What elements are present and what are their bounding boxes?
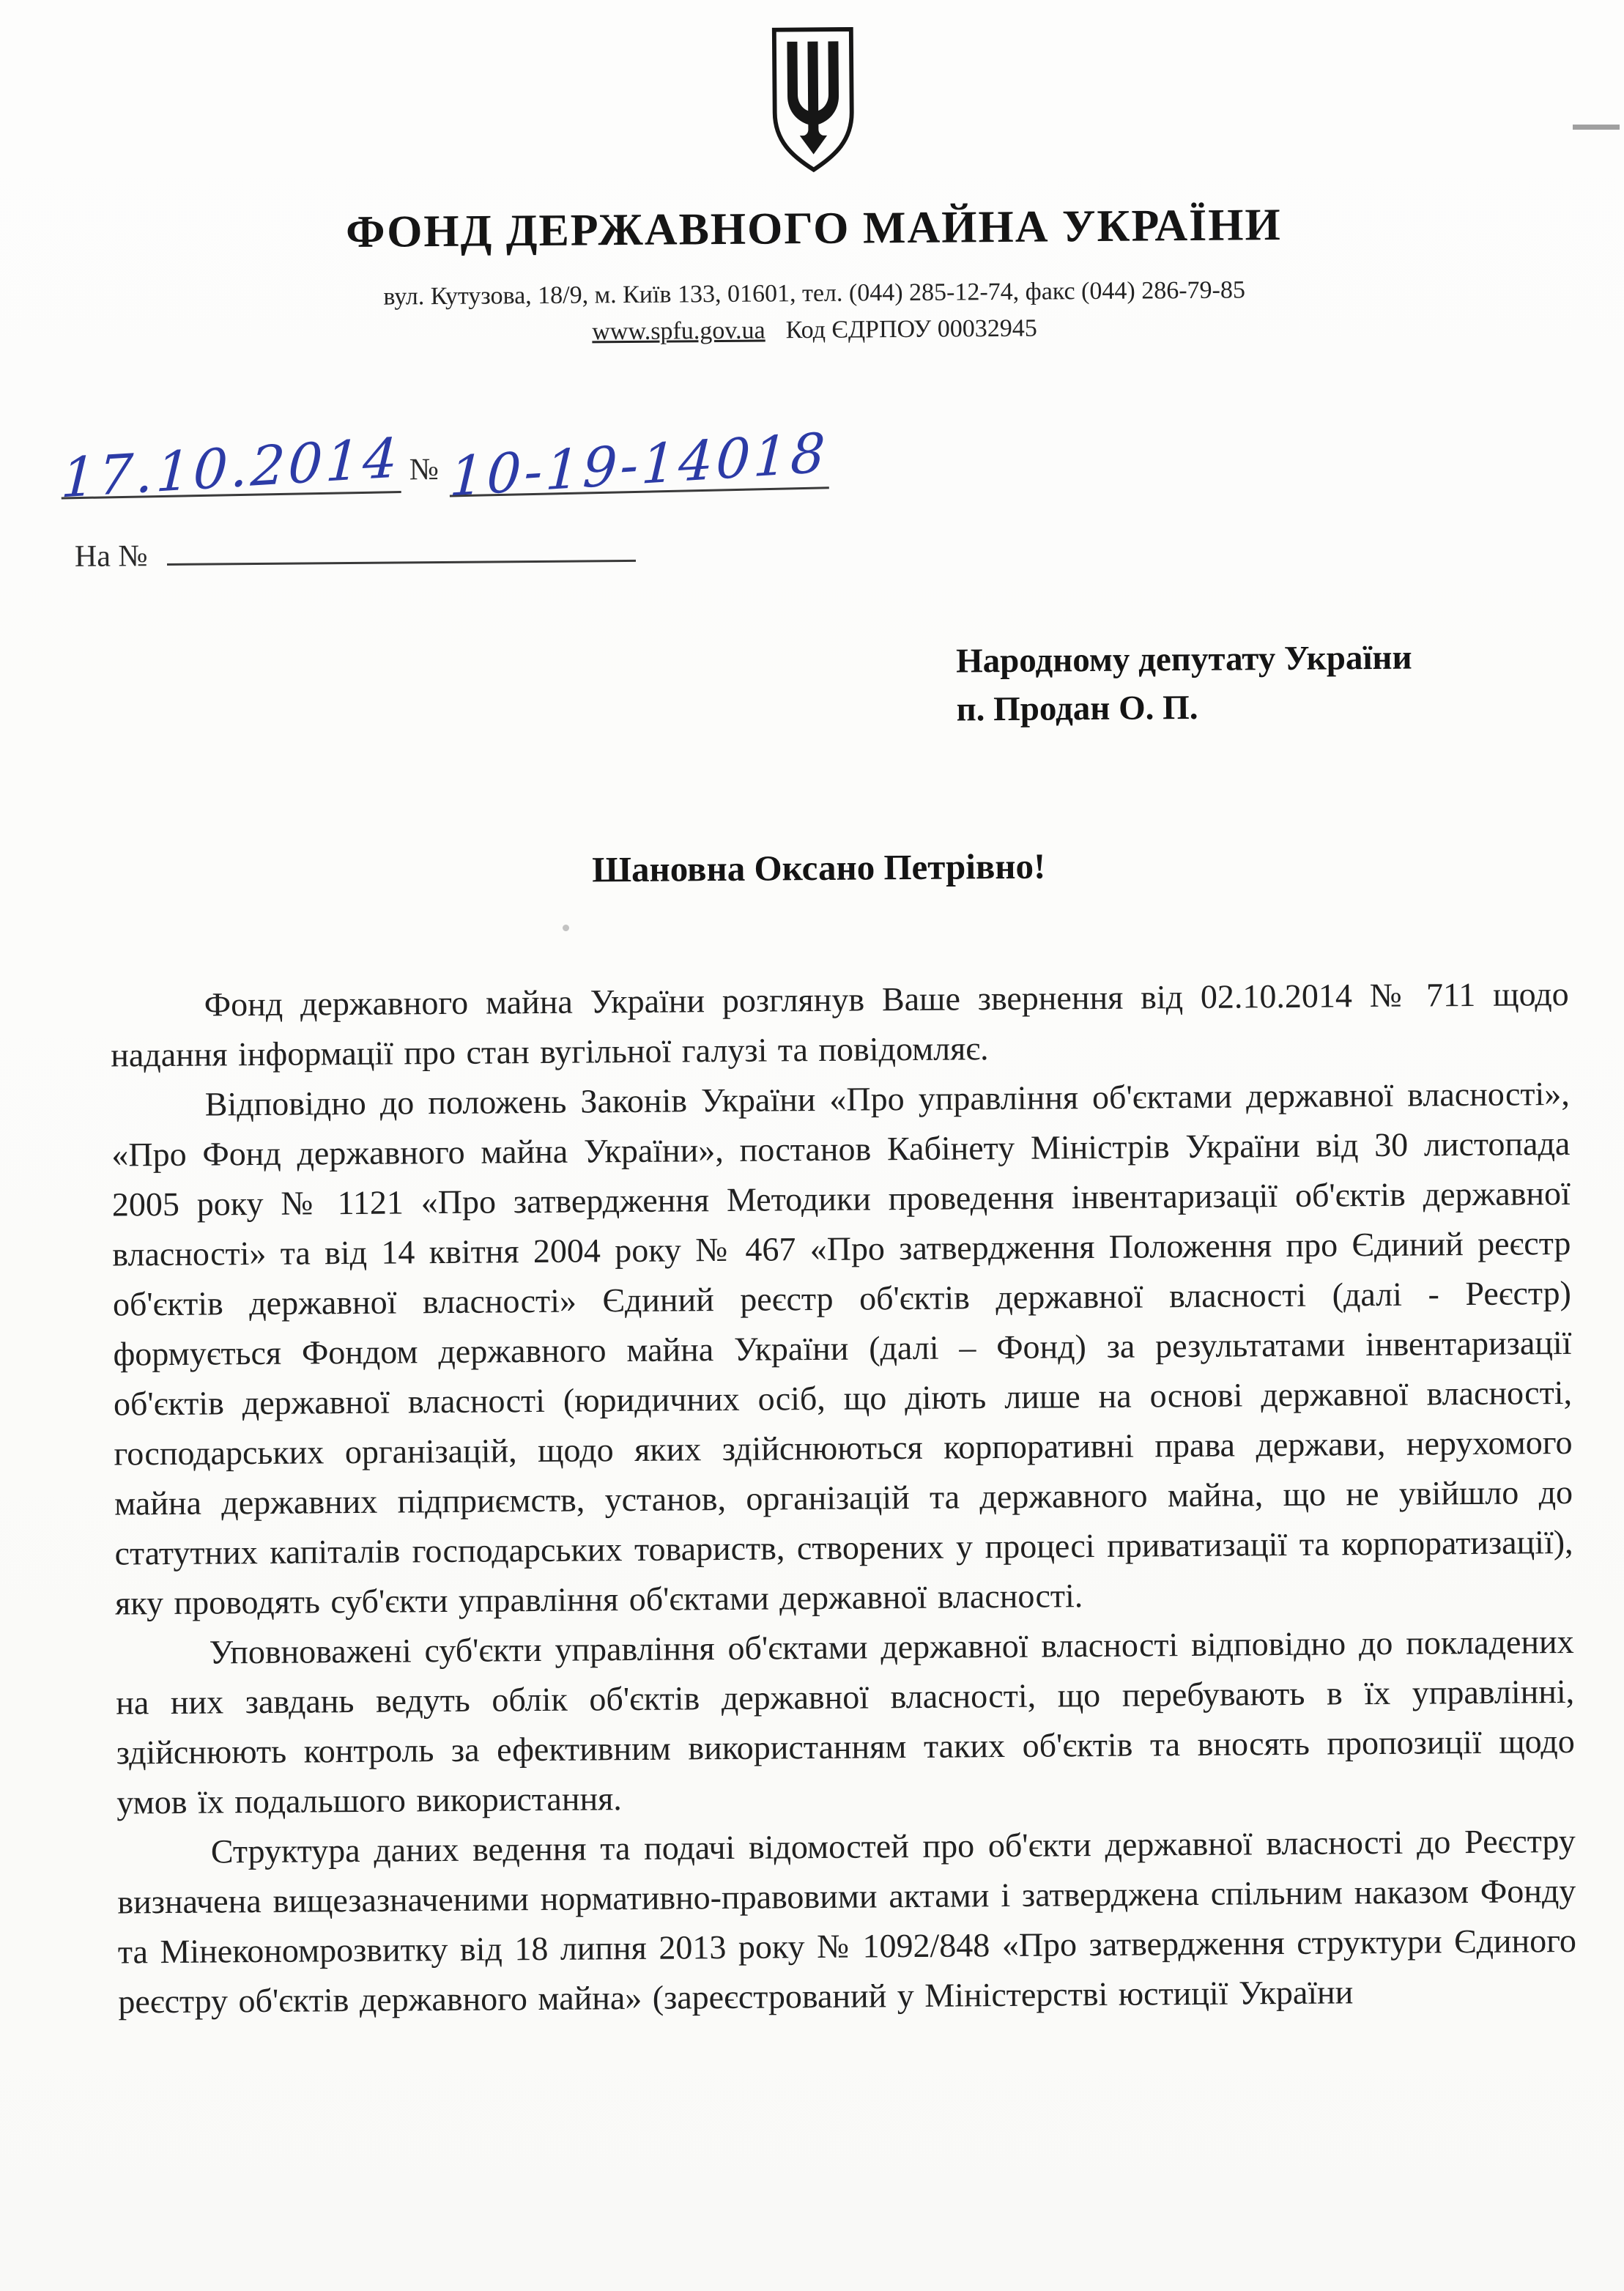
handwritten-outgoing-number: 10-19-14018 [448, 421, 829, 509]
letterhead-web-line [2, 310, 1624, 350]
recipient-line-2: п. Продан О. П. [956, 688, 1198, 729]
body-paragraph: Структура даних ведення та подачі відомостей про об'єкти державної власності до Реєстру визначена вищезазначеними нормативно-правовими актами і затверджена спільним наказом Фонду та Мінекономрозвитку від 18 липня 2013 року № 1092/848 «Про затвердження структури Єдиного реєстру об'єктів державного майна» (зареєстрований у Міністерстві юстиції України [117, 1821, 1577, 2021]
recipient-line-1: Народному депутату України [955, 638, 1412, 681]
letterhead [0, 0, 1624, 188]
handwritten-date: 17.10.2014 [59, 426, 402, 511]
reply-to-label: На № [74, 539, 148, 574]
reply-number-blank-line [167, 529, 636, 566]
number-blank-line [448, 421, 829, 509]
edrpou-code: Код ЄДРПОУ 00032945 [785, 314, 1037, 344]
body-paragraph: Фонд державного майна України розглянув Ваше звернення від 02.10.2014 № 711 щодо надання інформації про стан вугільної галузі та повідомляє. [111, 974, 1569, 1074]
body-paragraph: Відповідно до положень Законів України «Про управління об'єктами державної власності», «Про Фонд державного майна України», постанов Кабінету Міністрів України від 30 листопада 2005 року № 1121 «Про затвердження Методики проведення інвентаризації об'єктів державної власності» та від 14 квітня 2004 року № 467 «Про затвердження Положення про Єдиний реєстр об'єктів державної власності» Єдиний реєстр об'єктів державної власності (далі - Реєстр) формується Фондом державного майна України (далі – Фонд) за результатами інвентаризації об'єктів державної власності (юридичних осіб, що діють лише на основі державної власності, господарських організацій, щодо яких здійснюються корпоративні права держави, нерухомого майна державних підприємств, установ, організацій та державного майна, що не увійшло до статутних капіталів господарських товариств, створених у процесі приватизації та корпоратизації), яку проводять суб'єкти управління об'єктами державної власності. [111, 1074, 1573, 1622]
reference-row [61, 420, 1624, 514]
recipient-block [956, 632, 1624, 734]
number-sign: № [409, 453, 439, 487]
body-paragraph: Уповноважені суб'єкти управління об'єктами державної власності відповідно до покладених на них завдань ведуть облік об'єктів державної власності, що перебувають в їх управлінні, здійснюють контроль за ефективним використанням таких об'єктів та вносять пропозиції щодо умов їх подальшого використання. [116, 1622, 1575, 1821]
salutation: Шановна Оксано Петрівно! [592, 845, 1046, 889]
reply-reference-row [75, 521, 1624, 574]
organization-name: ФОНД ДЕРЖАВНОГО МАЙНА УКРАЇНИ [345, 199, 1282, 258]
website-link: www.spfu.gov.ua [592, 317, 765, 346]
date-blank-line [59, 426, 402, 511]
ukraine-trident-emblem [761, 21, 865, 177]
letter-body [110, 969, 1576, 2027]
letterhead-address: вул. Кутузова, 18/9, м. Київ 133, 01601, тел. (044) 285-12-74, факс (044) 286-79-85 [383, 276, 1246, 311]
